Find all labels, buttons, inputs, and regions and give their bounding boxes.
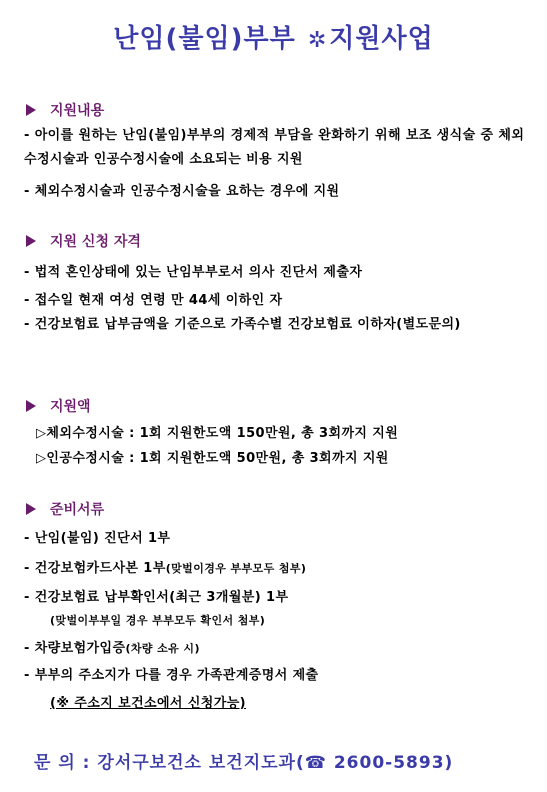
documents-line-apply-note: (※ 주소지 보건소에서 신청가능) [50,696,246,711]
documents-line-insurance-card [24,557,528,576]
section-heading-label: 지원내용 [50,103,105,119]
triangle-bullet-icon [26,235,36,247]
section-heading-label: 지원액 [50,399,91,415]
section-heading-eligibility [26,231,141,251]
triangle-bullet-icon [26,104,36,116]
triangle-bullet-icon [26,503,36,515]
eligibility-line-2: - 접수일 현재 여성 연령 만 44세 이하인 자 [24,293,283,308]
documents-vehicle-note: (차량 소유 시) [125,642,200,655]
flower-decoration-icon: ✲ [307,28,328,53]
documents-vehicle-text: - 차량보험가입증 [24,641,126,656]
documents-line-diagnosis: - 난임(불임) 진단서 1부 [24,531,171,546]
eligibility-line-1: - 법적 혼인상태에 있는 난임부부로서 의사 진단서 제출자 [24,265,363,280]
eligibility-line-3: - 건강보험료 납부금액을 기준으로 가족수별 건강보험료 이하자(별도문의) [24,317,461,332]
support-content-line-1: - 아이를 원하는 난임(불임)부부의 경제적 부담을 완화하기 위해 보조 생식술 중 체외수정시술과 인공수정시술에 소요되는 비용 지원 [24,128,525,167]
triangle-bullet-icon [26,400,36,412]
contact-label: 문 의 : 강서구보건소 보건지도과( [34,753,305,773]
section-heading-label: 준비서류 [50,502,105,518]
phone-icon: ☎ [304,753,327,773]
amount-line-ivf: ▷체외수정시술 : 1회 지원한도액 150만원, 총 3회까지 지원 [36,426,399,441]
documents-line-vehicle-insurance [24,637,528,656]
title-main: 난임(불임)부부 [113,24,296,54]
section-heading-support-content [26,100,104,120]
documents-line-payment-note: (맞벌이부부일 경우 부부모두 확인서 첨부) [50,614,266,627]
documents-line-family-cert: - 부부의 주소지가 다를 경우 가족관계증명서 제출 [24,668,319,683]
documents-insurance-card-note: (맞벌이경우 부부모두 첨부) [165,562,307,575]
section-heading-label: 지원 신청 자격 [50,234,141,250]
title-tail: 지원사업 [329,24,434,54]
support-content-line-2: - 체외수정시술과 인공수정시술을 요하는 경우에 지원 [24,184,340,199]
contact-phone: 2600-5893) [326,753,454,773]
documents-line-payment-confirm: - 건강보험료 납부확인서(최근 3개월분) 1부 [24,590,289,605]
page-title [0,18,547,55]
contact-line [34,748,453,773]
section-heading-documents [26,499,104,519]
amount-line-iui: ▷인공수정시술 : 1회 지원한도액 50만원, 총 3회까지 지원 [36,451,389,466]
documents-insurance-card-text: - 건강보험카드사본 1부 [24,561,166,576]
section-heading-amount [26,396,91,416]
